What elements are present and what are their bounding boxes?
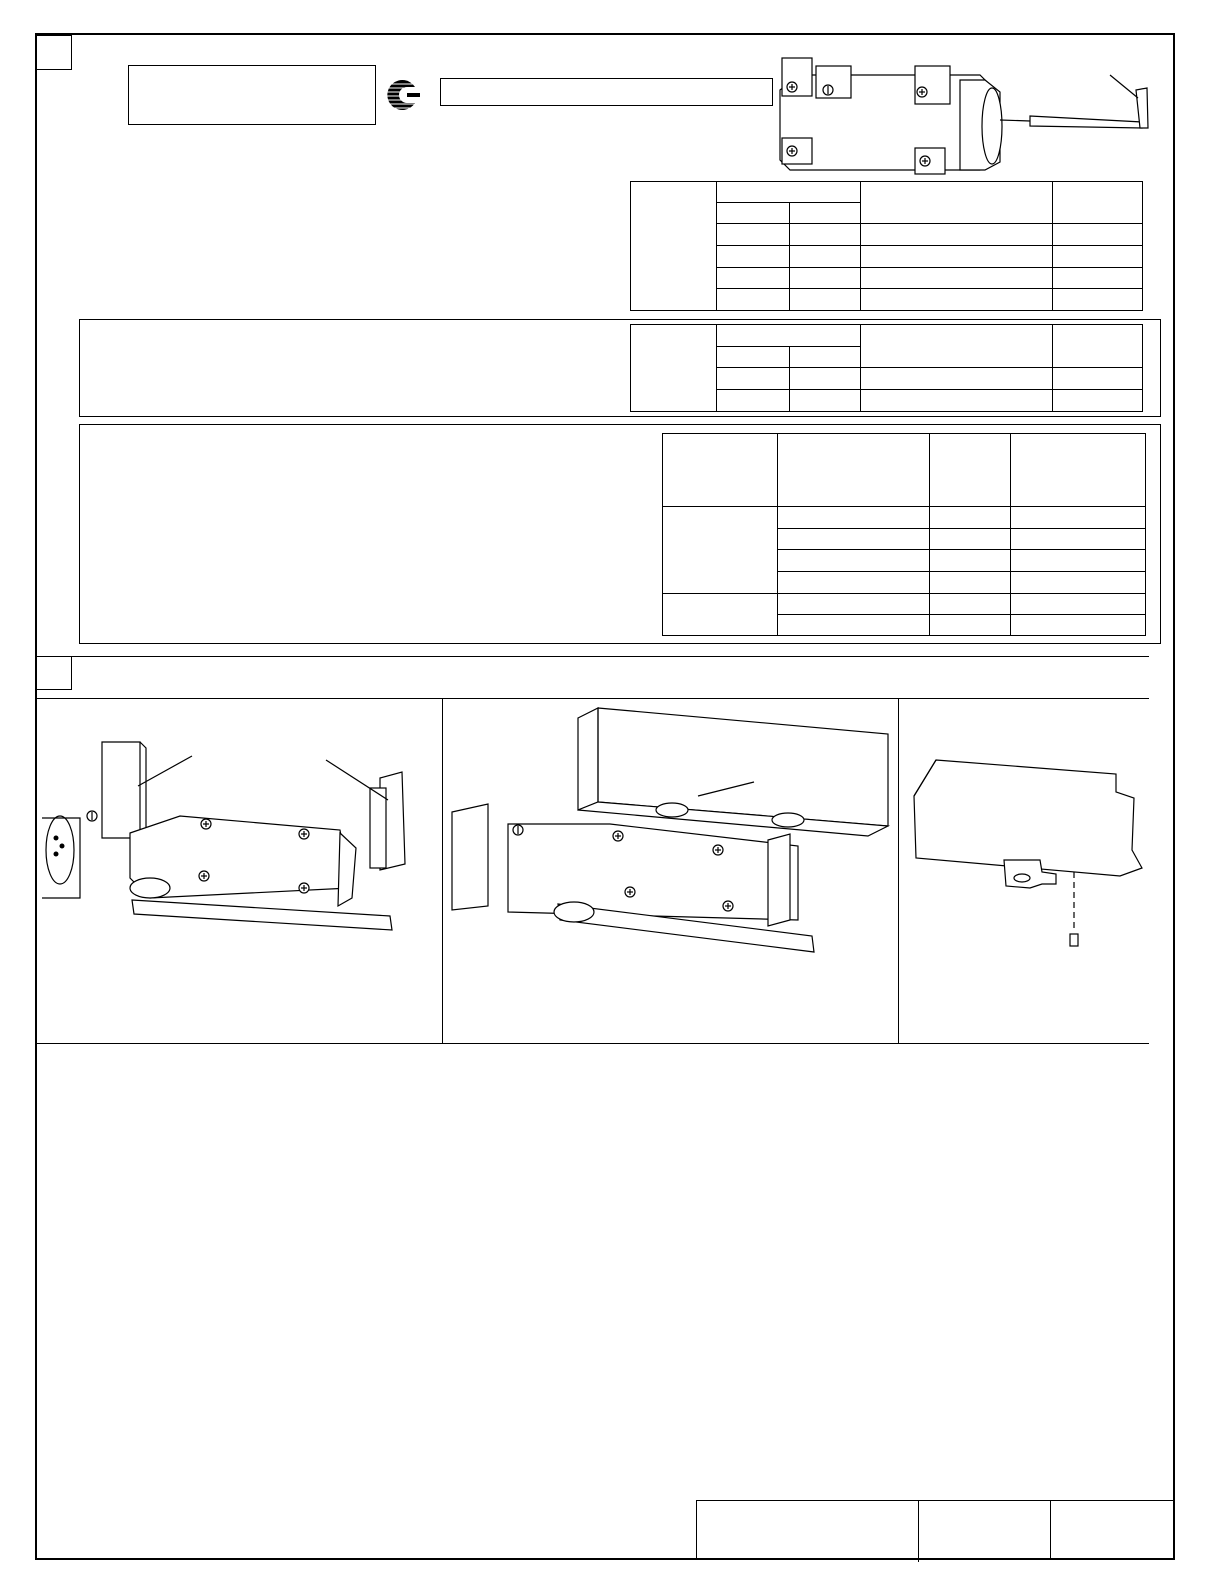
closer-body-illustration <box>770 50 1160 180</box>
section-1-marker <box>36 35 72 70</box>
title-block-top <box>696 1500 1175 1501</box>
brand-logo-icon <box>381 78 421 112</box>
section-2-bottom-rule <box>36 1043 1149 1044</box>
title-box <box>128 65 376 125</box>
section-2-marker <box>36 656 72 690</box>
brand-logo <box>381 78 421 112</box>
header-bar <box>440 78 773 106</box>
step-2-illustration <box>448 706 888 956</box>
spec-table-3-frame <box>662 433 1146 636</box>
spec-table-2-frame <box>630 324 1143 412</box>
step-1-illustration <box>40 738 440 938</box>
spec-table-1-frame <box>630 181 1143 311</box>
step-3-illustration <box>910 756 1150 956</box>
section-2-sub-rule <box>36 698 1149 699</box>
section-2-top-rule <box>72 656 1149 657</box>
